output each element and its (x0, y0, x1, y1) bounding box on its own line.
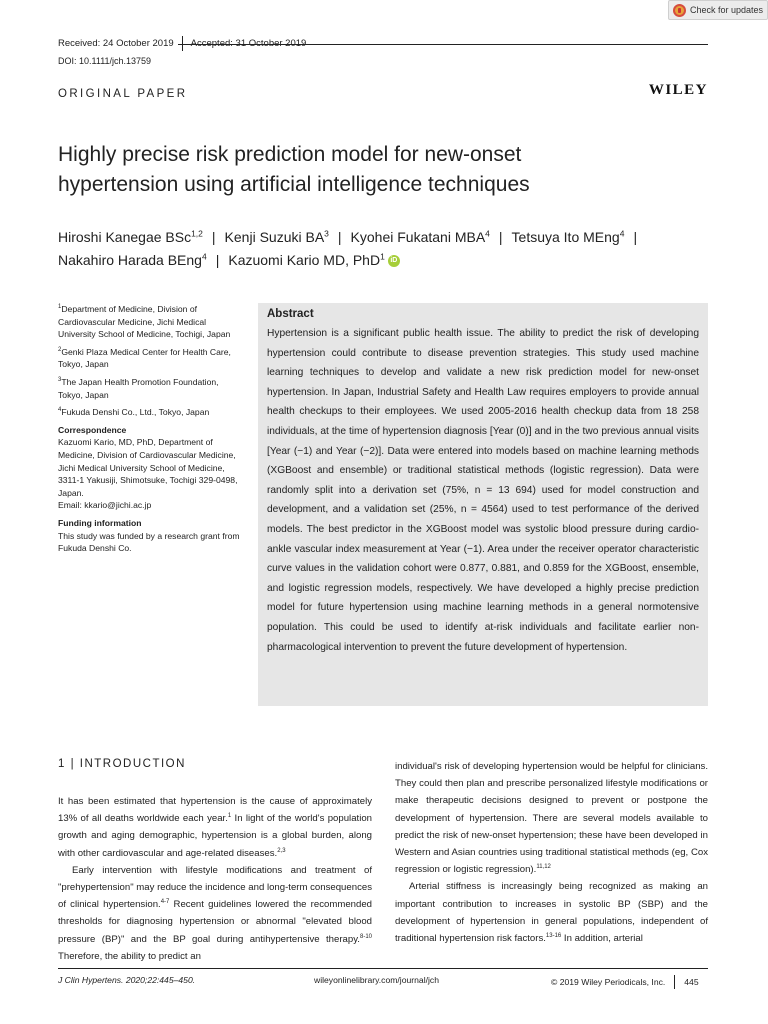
header-rule (178, 44, 708, 45)
affiliation: $^3$The Japan Health Promotion Foundation, Tokyo, Japan (58, 376, 219, 400)
author[interactable]: Kyohei Fukatani MBA$^4$ (350, 228, 490, 245)
body-paragraph: Arterial stiffness is increasingly being recognized as making an important contribution to increases in systolic BP (SBP) and the development of hypertension in general populations, independent of traditional hypertension risk factors.$^{13-16}$ In addition, arterial (395, 881, 708, 945)
citation-link[interactable]: 2,3 (277, 847, 286, 854)
citation-link[interactable]: 8-10 (359, 933, 372, 940)
affiliation: $^2$Genki Plaza Medical Center for Health Care, Tokyo, Japan (58, 346, 231, 370)
author[interactable]: Nakahiro Harada BEng$^4$ (58, 251, 207, 268)
page-number: 445 (684, 977, 699, 987)
funding-heading: Funding information (58, 517, 142, 528)
footer-rule (58, 968, 708, 969)
article-title (58, 140, 678, 200)
abstract-body: Hypertension is a significant public health issue. The ability to predict the risk of developing hypertension could contribute to disease prevention strategies. This study used machine learning techniques to develop and validate a new risk prediction model for new-onset hypertension. In Japan, Industrial Safety and Health Law requires employers to provide annual health checkups to their employees. We used 2005-2016 health checkup data from 18 258 individuals, at the time of hypertension diagnosis [Year (0)] and in the two previous annual visits [Year (−1) and Year (−2)]. Data were entered into models based on machine learning methods (XGBoost and ensemble) or traditional statistical methods (logistic regression). Data were randomly split into a derivation set (75%, n = 13 694) used for model construction and development, and a validation set (25%, n = 4564) used to test performance of the derived models. The best predictor in the XGBoost model was systolic blood pressure during cardio-ankle vascular index measurement at Year (−1). Area under the receiver operator characteristic curve values in the validation cohort were 0.877, 0.881, and 0.859 for the XGBoost, ensemble, and logistic regression models, respectively. We have developed a highly precise prediction model for future hypertension using machine learning methods in a general normotensive population. This could be used to identify at-risk individuals and facilitate earlier non-pharmacological intervention to prevent the future development of hypertension. (267, 328, 699, 653)
journal-citation: J Clin Hypertens. 2020;22:445–450. (58, 975, 196, 985)
correspondence-email[interactable]: Email: kkario@jichi.ac.jp (58, 500, 152, 511)
article-info-column (58, 303, 243, 560)
body-column-right (395, 758, 708, 947)
doi-link[interactable]: DOI: 10.1111/jch.13759 (58, 56, 152, 66)
orcid-icon[interactable]: iD (388, 255, 400, 267)
title-line-1: Highly precise risk prediction model for new-onset (58, 143, 522, 166)
body-paragraph: Early intervention with lifestyle modifications and treatment of "prehypertension" may reduce the incidence and long-term consequences of clinical hypertension.$^{4-7}$ Recent guidelines lowered the recommended thresholds for diagnosing hypertension or abnormal "elevated blood pressure (BP)" and the BP goal during antihypertensive therapy.$^{8-10}$ Therefore, the ability to predict an (58, 864, 372, 962)
introduction-heading: 1 | INTRODUCTION (58, 758, 186, 770)
citation-link[interactable]: 13-16 (545, 932, 562, 939)
citation-link[interactable]: 1 (227, 813, 232, 820)
affiliation: $^4$Fukuda Denshi Co., Ltd., Tokyo, Japan (58, 407, 210, 418)
footer-divider (674, 975, 675, 989)
publisher-logo: WILEY (648, 82, 708, 98)
affiliation: $^1$Department of Medicine, Division of Cardiovascular Medicine, Jichi Medical University School of Medicine, Tochigi, Japan (58, 304, 231, 340)
body-paragraph: individual's risk of developing hypertension would be helpful for clinicians. They could then plan and prescribe personalized lifestyle modifications or make therapeutic decisions designed to prevent or postpone the development of hypertension. There are several models available to predict the risk of new-onset hypertension; these have been developed in Western and Asian countries using traditional statistical methods (eg, Cox regression or logistic regression).$^{11,12}$ (395, 761, 708, 876)
funding-text: This study was funded by a research grant from Fukuda Denshi Co. (58, 530, 240, 554)
author[interactable]: Kenji Suzuki $BA^3$ (224, 228, 329, 245)
crossmark-icon (673, 4, 686, 17)
body-column-left (58, 793, 372, 965)
correspondence-text: Kazuomi Kario, MD, PhD, Department of Medicine, Division of Cardiovascular Medicine, Jichi Medical University School of Medicine, 3311-1 Yakusiji, Shimotsuke, Tochigi 329-0498, Japan. (58, 437, 238, 498)
abstract-heading: Abstract (267, 308, 314, 320)
correspondence-heading: Correspondence (58, 424, 127, 435)
author[interactable]: Tetsuya Ito MEng$^4$ (511, 228, 625, 245)
received-date: Received: 24 October 2019 (58, 38, 174, 49)
citation-link[interactable]: 4-7 (160, 899, 170, 906)
body-paragraph: It has been estimated that hypertension is the cause of approximately 13% of all deaths worldwide each year.$^1$ In light of the world's population growth and aging demographic, hypertension is a global burden, along with other cardiovascular and age-related diseases.$^{2,3}$ (58, 796, 372, 859)
title-line-2: hypertension using artificial intelligence techniques (58, 173, 530, 196)
copyright-text: © 2019 Wiley Periodicals, Inc. (551, 977, 666, 987)
author[interactable]: Hiroshi Kanegae BSc$^{1,2}$ (58, 228, 203, 245)
author-list: Hiroshi Kanegae BSc$^{1,2}$ | Kenji Suzuki $BA^3$ | Kyohei Fukatani MBA$^4$ | Tetsuya Ito MEng$^4$ | Nakahiro Harada BEng$^4$ | Kazuomi Kario MD, PhD$^1$ iD (58, 228, 638, 268)
check-for-updates-button[interactable] (668, 0, 768, 20)
abstract-box (258, 303, 708, 706)
author[interactable]: Kazuomi Kario MD, PhD$^1$ (228, 251, 385, 268)
citation-link[interactable]: 11,12 (536, 864, 551, 871)
check-for-updates-label: Check for updates (690, 5, 764, 15)
footer-right (551, 975, 699, 989)
section-label: ORIGINAL PAPER (58, 88, 188, 100)
journal-url-link[interactable]: wileyonlinelibrary.com/journal/jch (314, 975, 439, 985)
